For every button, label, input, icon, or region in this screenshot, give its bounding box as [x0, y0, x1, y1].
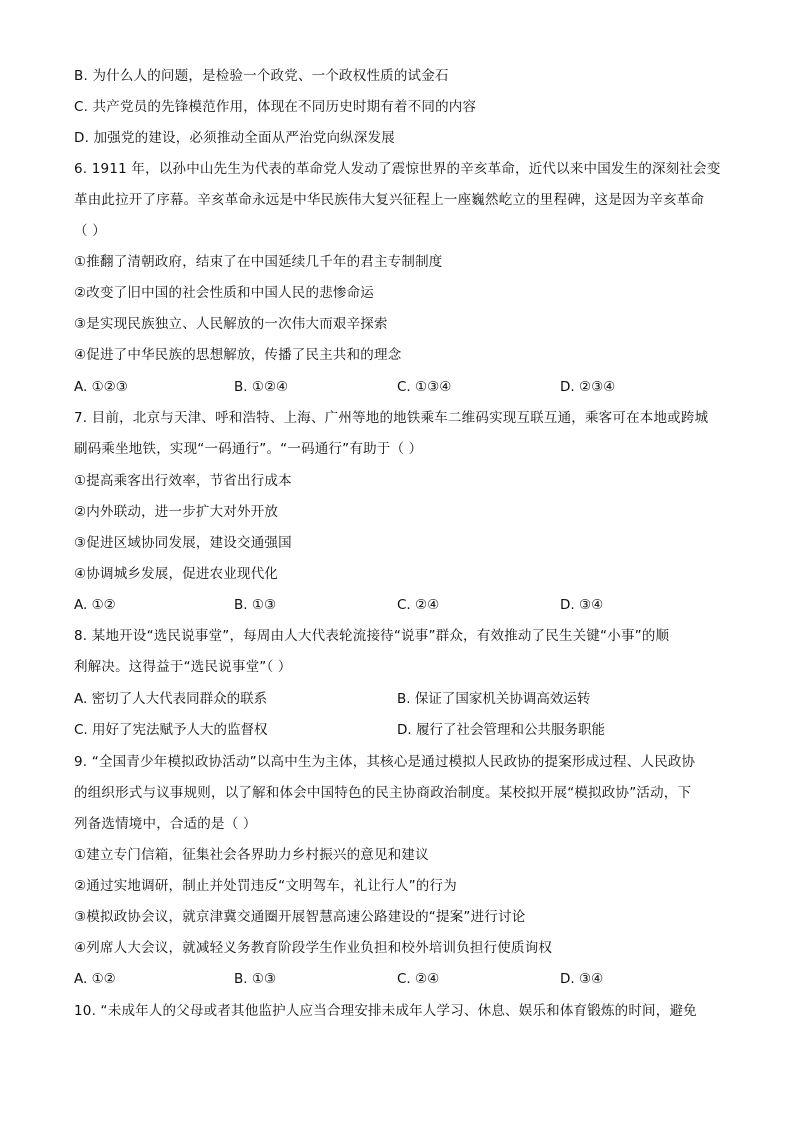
q6-stem-line1: 6. 1911 年，以孙中山先生为代表的革命党人发动了震惊世界的辛亥革命，近代以来中国发生的深刻社会变	[74, 161, 721, 177]
q6-statement-2: ②改变了旧中国的社会性质和中国人民的悲惨命运	[74, 285, 375, 301]
q7-option-a: A. ①②	[74, 597, 116, 613]
q6-option-d: D. ②③④	[560, 379, 616, 395]
q9-options	[74, 969, 734, 989]
q9-statement-1: ①建立专门信箱，征集社会各界助力乡村振兴的意见和建议	[74, 847, 429, 863]
q6-statement-3: ③是实现民族独立、人民解放的一次伟大而艰辛探索	[74, 316, 388, 332]
q6-statement-1: ①推翻了清朝政府，结束了在中国延续几千年的君主专制制度	[74, 254, 443, 270]
q8-option-d: D. 履行了社会管理和公共服务职能	[397, 722, 605, 738]
q6-stem-line2: 革由此拉开了序幕。辛亥革命永远是中华民族伟大复兴征程上一座巍然屹立的里程碑，这是因为辛亥革命	[74, 192, 705, 208]
q7-option-d: D. ③④	[560, 597, 604, 613]
q9-statement-4: ④列席人大会议，就减轻义务教育阶段学生作业负担和校外培训负担行使质询权	[74, 940, 553, 956]
q6-option-a: A. ①②③	[74, 379, 128, 395]
q8-options-row2	[74, 720, 734, 740]
q8-stem-line2: 利解决。这得益于“选民说事堂”（ ）	[74, 659, 292, 675]
q5-option-c: C. 共产党员的先锋模范作用，体现在不同历史时期有着不同的内容	[74, 99, 477, 115]
q8-option-a: A. 密切了人大代表同群众的联系	[74, 691, 268, 707]
q8-options-row1	[74, 689, 734, 709]
q6-statement-4: ④促进了中华民族的思想解放，传播了民主共和的理念	[74, 347, 402, 363]
q7-option-b: B. ①③	[234, 597, 277, 613]
q6-option-c: C. ①③④	[397, 379, 452, 395]
q10-stem-line1: 10. “未成年人的父母或者其他监护人应当合理安排未成年人学习、休息、娱乐和体育锻炼的时间，避免	[74, 1003, 697, 1019]
q6-options	[74, 377, 734, 397]
q7-statement-4: ④协调城乡发展，促进农业现代化	[74, 566, 279, 582]
q9-stem-line1: 9. “全国青少年模拟政协活动”以高中生为主体，其核心是通过模拟人民政协的提案形成过程、人民政协	[74, 754, 696, 770]
q9-stem-line2: 的组织形式与议事规则，以了解和体会中国特色的民主协商政治制度。某校拟开展“模拟政协”活动，下	[74, 785, 692, 801]
q9-option-d: D. ③④	[560, 971, 604, 987]
q9-option-b: B. ①③	[234, 971, 277, 987]
q7-statement-2: ②内外联动，进一步扩大对外开放	[74, 504, 279, 520]
q9-statement-3: ③模拟政协会议，就京津冀交通圈开展智慧高速公路建设的“提案”进行讨论	[74, 909, 526, 925]
q9-option-a: A. ①②	[74, 971, 116, 987]
q8-option-c: C. 用好了宪法赋予人大的监督权	[74, 722, 268, 738]
q7-option-c: C. ②④	[397, 597, 440, 613]
q9-stem-line3: 列备选情境中，合适的是（ ）	[74, 816, 257, 832]
q7-stem-line1: 7. 目前，北京与天津、呼和浩特、上海、广州等地的地铁乘车二维码实现互联互通，乘客可在本地或跨城	[74, 410, 709, 426]
q7-options	[74, 595, 734, 615]
q8-stem-line1: 8. 某地开设“选民说事堂”，每周由人大代表轮流接待“说事”群众，有效推动了民生关键“小事”的顺	[74, 628, 670, 644]
q9-statement-2: ②通过实地调研，制止并处罚违反“文明驾车，礼让行人”的行为	[74, 878, 457, 894]
q5-option-d: D. 加强党的建设，必须推动全面从严治党向纵深发展	[74, 130, 395, 146]
q6-option-b: B. ①②④	[234, 379, 289, 395]
q8-option-b: B. 保证了国家机关协调高效运转	[397, 691, 591, 707]
q5-option-b: B. 为什么人的问题，是检验一个政党、一个政权性质的试金石	[74, 68, 449, 84]
q7-stem-line2: 刷码乘坐地铁，实现“一码通行”。“一码通行”有助于（ ）	[74, 441, 423, 457]
q9-option-c: C. ②④	[397, 971, 440, 987]
q7-statement-3: ③促进区域协同发展，建设交通强国	[74, 535, 292, 551]
q6-stem-line3: （ ）	[74, 223, 106, 239]
q7-statement-1: ①提高乘客出行效率，节省出行成本	[74, 473, 292, 489]
